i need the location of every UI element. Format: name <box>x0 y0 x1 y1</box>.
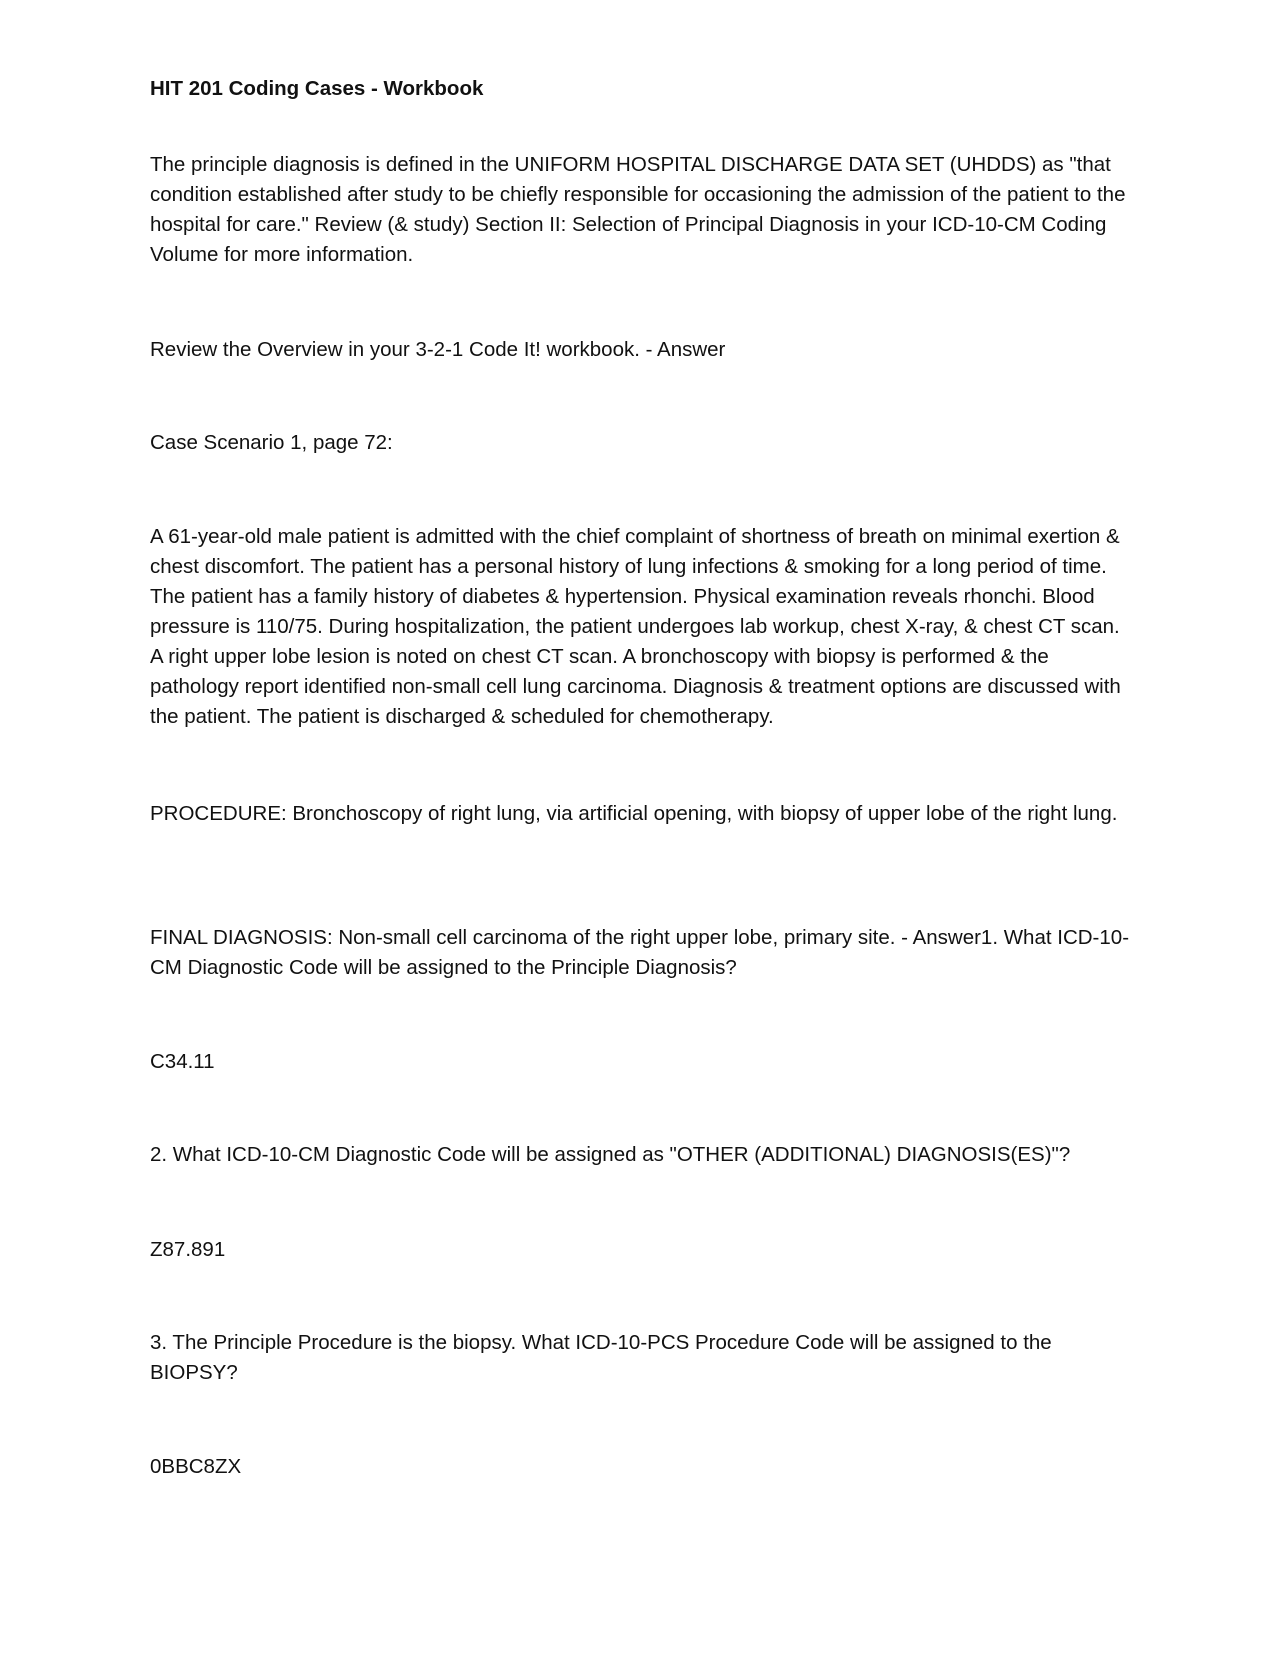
answer-1-code: C34.11 <box>150 1050 215 1073</box>
case-description-paragraph: A 61-year-old male patient is admitted with the chief complaint of shortness of breath on minimal exertion & chest discomfort. The patient has a personal history of lung infections & smoking for a long period of time. The patient has a family history of diabetes & hypertension. Physical examination reveals rhonchi. Blood pressure is 110/75. During hospitalization, the patient undergoes lab workup, chest X-ray, & chest CT scan. A right upper lobe lesion is noted on chest CT scan. A bronchoscopy with biopsy is performed & the pathology report identified non-small cell lung carcinoma. Diagnosis & treatment options are discussed with the patient. The patient is discharged & scheduled for chemotherapy. <box>150 525 1121 728</box>
overview-review-paragraph: Review the Overview in your 3-2-1 Code It! workbook. - Answer <box>150 338 726 361</box>
document-title: HIT 201 Coding Cases - Workbook <box>150 77 484 100</box>
uhdds-definition-paragraph: The principle diagnosis is defined in the UNIFORM HOSPITAL DISCHARGE DATA SET (UHDDS) as "that condition established after study to be chiefly responsible for occasioning the admission of the patient to the hospital for care." Review (& study) Section II: Selection of Principal Diagnosis in your ICD-10-CM Coding Volume for more information. <box>150 153 1126 266</box>
answer-3-code: 0BBC8ZX <box>150 1455 242 1478</box>
answer-2-code: Z87.891 <box>150 1238 226 1261</box>
case-scenario-heading: Case Scenario 1, page 72: <box>150 431 393 454</box>
question-3-paragraph: 3. The Principle Procedure is the biopsy. What ICD-10-PCS Procedure Code will be assigned to the BIOPSY? <box>150 1331 1052 1384</box>
procedure-paragraph: PROCEDURE: Bronchoscopy of right lung, via artificial opening, with biopsy of upper lobe of the right lung. <box>150 802 1118 825</box>
question-2-paragraph: 2. What ICD-10-CM Diagnostic Code will be assigned as "OTHER (ADDITIONAL) DIAGNOSIS(ES)"? <box>150 1143 1071 1166</box>
question-1-paragraph: FINAL DIAGNOSIS: Non-small cell carcinoma of the right upper lobe, primary site. - Answer1. What ICD-10-CM Diagnostic Code will be assigned to the Principle Diagnosis? <box>150 926 1130 979</box>
